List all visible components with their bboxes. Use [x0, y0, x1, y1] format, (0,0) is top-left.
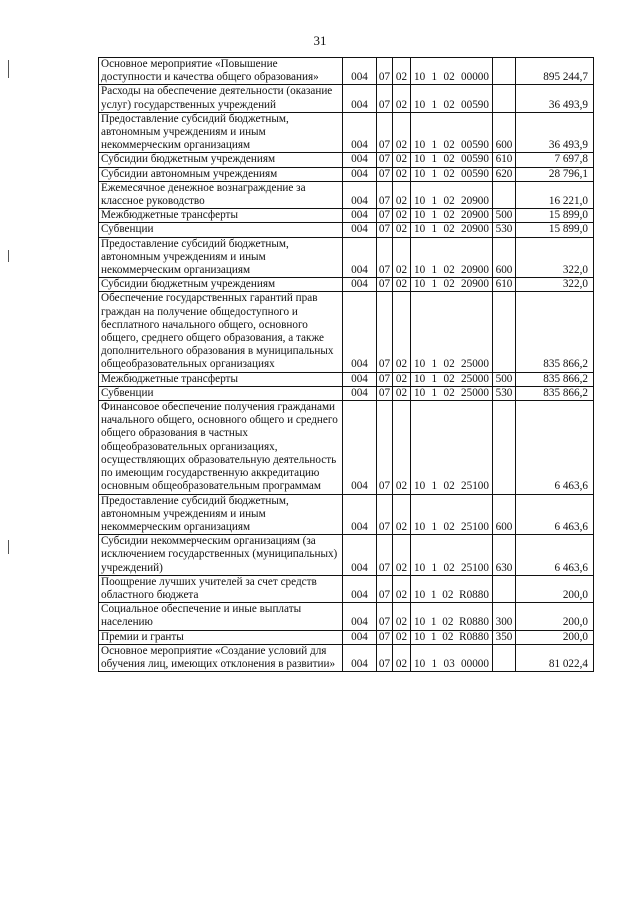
subsection-code-cell: 02	[393, 112, 411, 153]
target-article-part: 10	[414, 588, 426, 601]
subsection-code-cell: 02	[393, 603, 411, 630]
expense-type-cell	[493, 181, 516, 208]
table-row	[99, 237, 594, 278]
subsection-code-cell: 02	[393, 494, 411, 535]
target-article-cell	[411, 292, 493, 372]
section-code-cell: 07	[377, 85, 393, 112]
target-article-part: 1	[431, 264, 438, 277]
scan-edge-mark	[8, 250, 9, 262]
section-code-cell: 07	[377, 535, 393, 576]
target-article-cell	[411, 386, 493, 400]
target-article-part: 02	[443, 153, 455, 166]
table-row	[99, 575, 594, 602]
target-article-part: 02	[443, 358, 455, 371]
grbs-code-cell: 004	[343, 167, 377, 181]
target-article-part: R0880	[459, 616, 489, 629]
expense-name-cell: Субсидии бюджетным учреждениям	[99, 278, 343, 292]
grbs-code-cell: 004	[343, 153, 377, 167]
subsection-code-cell: 02	[393, 223, 411, 237]
target-article-part: 1	[431, 71, 438, 84]
table-row	[99, 85, 594, 112]
target-article-part: 02	[443, 195, 455, 208]
subsection-code-cell: 02	[393, 209, 411, 223]
expense-name-cell: Субсидии бюджетным учреждениям	[99, 153, 343, 167]
amount-cell: 200,0	[516, 630, 594, 644]
expense-type-cell: 600	[493, 237, 516, 278]
target-article-part: 10	[414, 480, 426, 493]
section-code-cell: 07	[377, 58, 393, 85]
table-row	[99, 630, 594, 644]
subsection-code-cell: 02	[393, 386, 411, 400]
section-code-cell: 07	[377, 153, 393, 167]
target-article-part: 1	[431, 209, 438, 222]
expense-type-cell: 350	[493, 630, 516, 644]
target-article-cell	[411, 603, 493, 630]
target-article-part: 1	[431, 372, 438, 385]
amount-cell: 200,0	[516, 575, 594, 602]
section-code-cell: 07	[377, 167, 393, 181]
amount-cell: 200,0	[516, 603, 594, 630]
target-article-cell	[411, 112, 493, 153]
subsection-code-cell: 02	[393, 181, 411, 208]
target-article-part: 02	[443, 520, 455, 533]
target-article-part: 00590	[461, 153, 489, 166]
target-article-part: 1	[430, 588, 437, 601]
amount-cell: 835 866,2	[516, 292, 594, 372]
target-article-cell	[411, 85, 493, 112]
target-article-part: 10	[414, 630, 426, 643]
expense-name-cell: Межбюджетные трансферты	[99, 372, 343, 386]
target-article-cell	[411, 278, 493, 292]
target-article-cell	[411, 372, 493, 386]
expense-type-cell	[493, 85, 516, 112]
expense-type-cell	[493, 575, 516, 602]
section-code-cell: 07	[377, 603, 393, 630]
subsection-code-cell: 02	[393, 644, 411, 671]
grbs-code-cell: 004	[343, 112, 377, 153]
target-article-cell	[411, 494, 493, 535]
target-article-part: 1	[431, 195, 438, 208]
grbs-code-cell: 004	[343, 278, 377, 292]
subsection-code-cell: 02	[393, 372, 411, 386]
expense-name-cell: Субвенции	[99, 223, 343, 237]
target-article-part: 10	[414, 278, 426, 291]
target-article-part: 10	[414, 358, 426, 371]
grbs-code-cell: 004	[343, 237, 377, 278]
table-row	[99, 181, 594, 208]
grbs-code-cell: 004	[343, 575, 377, 602]
expense-name-cell: Финансовое обеспечение получения гражданами начального общего, основного общего и среднего общего образования в частных общеобразовательных организациях, осуществляющих образовательную деятельность по имеющим государственную аккредитацию основным общеобразовательным программам	[99, 401, 343, 494]
target-article-cell	[411, 575, 493, 602]
table-row	[99, 167, 594, 181]
target-article-part: 1	[431, 358, 438, 371]
expense-type-cell: 500	[493, 372, 516, 386]
amount-cell: 15 899,0	[516, 223, 594, 237]
expense-name-cell: Основное мероприятие «Создание условий для обучения лиц, имеющих отклонения в развитии»	[99, 644, 343, 671]
grbs-code-cell: 004	[343, 535, 377, 576]
target-article-part: 10	[414, 386, 426, 399]
target-article-part: 1	[431, 386, 438, 399]
target-article-part: 1	[430, 630, 437, 643]
section-code-cell: 07	[377, 494, 393, 535]
amount-cell: 835 866,2	[516, 372, 594, 386]
table-row	[99, 209, 594, 223]
target-article-part: 20900	[461, 223, 489, 236]
amount-cell: 322,0	[516, 237, 594, 278]
section-code-cell: 07	[377, 386, 393, 400]
expense-type-cell	[493, 644, 516, 671]
amount-cell: 835 866,2	[516, 386, 594, 400]
target-article-part: 10	[414, 561, 426, 574]
amount-cell: 81 022,4	[516, 644, 594, 671]
section-code-cell: 07	[377, 372, 393, 386]
target-article-part: 10	[414, 209, 426, 222]
target-article-part: 25100	[461, 520, 489, 533]
target-article-part: 02	[443, 71, 455, 84]
amount-cell: 6 463,6	[516, 401, 594, 494]
subsection-code-cell: 02	[393, 58, 411, 85]
target-article-cell	[411, 209, 493, 223]
table-row	[99, 58, 594, 85]
target-article-part: 00590	[461, 139, 489, 152]
grbs-code-cell: 004	[343, 603, 377, 630]
grbs-code-cell: 004	[343, 85, 377, 112]
expense-type-cell: 600	[493, 494, 516, 535]
subsection-code-cell: 02	[393, 535, 411, 576]
target-article-part: 25000	[461, 358, 489, 371]
target-article-part: 10	[414, 616, 426, 629]
target-article-part: 1	[431, 223, 438, 236]
target-article-part: 1	[431, 480, 438, 493]
grbs-code-cell: 004	[343, 644, 377, 671]
section-code-cell: 07	[377, 209, 393, 223]
target-article-part: 02	[443, 223, 455, 236]
target-article-part: 10	[414, 98, 426, 111]
amount-cell: 16 221,0	[516, 181, 594, 208]
expense-name-cell: Расходы на обеспечение деятельности (оказание услуг) государственных учреждений	[99, 85, 343, 112]
grbs-code-cell: 004	[343, 372, 377, 386]
amount-cell: 15 899,0	[516, 209, 594, 223]
target-article-part: 02	[442, 630, 454, 643]
target-article-part: 20900	[461, 209, 489, 222]
target-article-part: 02	[443, 561, 455, 574]
table-row	[99, 644, 594, 671]
table-row	[99, 386, 594, 400]
target-article-cell	[411, 401, 493, 494]
section-code-cell: 07	[377, 223, 393, 237]
section-code-cell: 07	[377, 644, 393, 671]
target-article-part: 1	[431, 657, 438, 670]
subsection-code-cell: 02	[393, 630, 411, 644]
target-article-cell	[411, 167, 493, 181]
target-article-part: 02	[443, 372, 455, 385]
section-code-cell: 07	[377, 292, 393, 372]
expense-name-cell: Предоставление субсидий бюджетным, автономным учреждениям и иным некоммерческим организациям	[99, 237, 343, 278]
expense-name-cell: Субсидии автономным учреждениям	[99, 167, 343, 181]
expense-name-cell: Предоставление субсидий бюджетным, автономным учреждениям и иным некоммерческим организациям	[99, 112, 343, 153]
amount-cell: 6 463,6	[516, 494, 594, 535]
amount-cell: 322,0	[516, 278, 594, 292]
expense-name-cell: Предоставление субсидий бюджетным, автономным учреждениям и иным некоммерческим организациям	[99, 494, 343, 535]
target-article-cell	[411, 237, 493, 278]
grbs-code-cell: 004	[343, 181, 377, 208]
section-code-cell: 07	[377, 278, 393, 292]
target-article-part: 03	[443, 657, 455, 670]
target-article-cell	[411, 644, 493, 671]
target-article-part: 25100	[461, 561, 489, 574]
expense-type-cell: 610	[493, 278, 516, 292]
table-row	[99, 535, 594, 576]
target-article-part: 00590	[461, 98, 489, 111]
target-article-part: 00000	[461, 71, 489, 84]
target-article-part: R0880	[459, 588, 489, 601]
target-article-part: 20900	[461, 195, 489, 208]
target-article-part: 25000	[461, 372, 489, 385]
table-row	[99, 292, 594, 372]
table-row	[99, 372, 594, 386]
subsection-code-cell: 02	[393, 292, 411, 372]
target-article-part: 1	[431, 167, 438, 180]
target-article-part: 10	[414, 264, 426, 277]
expense-type-cell	[493, 58, 516, 85]
section-code-cell: 07	[377, 112, 393, 153]
table-row	[99, 278, 594, 292]
target-article-part: 10	[414, 372, 426, 385]
subsection-code-cell: 02	[393, 167, 411, 181]
target-article-part: 02	[443, 167, 455, 180]
table-row	[99, 603, 594, 630]
section-code-cell: 07	[377, 181, 393, 208]
amount-cell: 36 493,9	[516, 85, 594, 112]
section-code-cell: 07	[377, 401, 393, 494]
expense-type-cell: 620	[493, 167, 516, 181]
expense-name-cell: Основное мероприятие «Повышение доступности и качества общего образования»	[99, 58, 343, 85]
expense-name-cell: Обеспечение государственных гарантий прав граждан на получение общедоступного и бесплатного начального общего, основного общего, среднего общего образования, а также дополнительного образования в муниципальных общеобразовательных организациях	[99, 292, 343, 372]
target-article-part: 10	[414, 139, 426, 152]
expense-type-cell	[493, 292, 516, 372]
amount-cell: 36 493,9	[516, 112, 594, 153]
expense-type-cell: 600	[493, 112, 516, 153]
grbs-code-cell: 004	[343, 58, 377, 85]
scan-edge-mark	[8, 540, 9, 554]
target-article-part: 10	[414, 153, 426, 166]
section-code-cell: 07	[377, 575, 393, 602]
target-article-cell	[411, 223, 493, 237]
target-article-part: 02	[443, 209, 455, 222]
grbs-code-cell: 004	[343, 209, 377, 223]
grbs-code-cell: 004	[343, 494, 377, 535]
grbs-code-cell: 004	[343, 401, 377, 494]
expense-type-cell: 500	[493, 209, 516, 223]
expense-type-cell: 530	[493, 386, 516, 400]
budget-table	[98, 57, 594, 672]
grbs-code-cell: 004	[343, 630, 377, 644]
expense-name-cell: Социальное обеспечение и иные выплаты населению	[99, 603, 343, 630]
expense-type-cell: 300	[493, 603, 516, 630]
target-article-part: 10	[414, 167, 426, 180]
subsection-code-cell: 02	[393, 237, 411, 278]
target-article-part: R0880	[459, 630, 489, 643]
table-row	[99, 494, 594, 535]
grbs-code-cell: 004	[343, 386, 377, 400]
target-article-part: 10	[414, 520, 426, 533]
expense-name-cell: Премии и гранты	[99, 630, 343, 644]
target-article-part: 25000	[461, 386, 489, 399]
scan-edge-mark	[8, 60, 9, 78]
subsection-code-cell: 02	[393, 153, 411, 167]
section-code-cell: 07	[377, 630, 393, 644]
expense-name-cell: Субсидии некоммерческим организациям (за исключением государственных (муниципальных) учреждений)	[99, 535, 343, 576]
grbs-code-cell: 004	[343, 292, 377, 372]
target-article-part: 10	[414, 195, 426, 208]
target-article-part: 02	[443, 139, 455, 152]
grbs-code-cell: 004	[343, 223, 377, 237]
page-number: 31	[313, 33, 327, 48]
target-article-part: 1	[431, 153, 438, 166]
target-article-cell	[411, 58, 493, 85]
table-row	[99, 112, 594, 153]
subsection-code-cell: 02	[393, 278, 411, 292]
target-article-cell	[411, 535, 493, 576]
amount-cell: 6 463,6	[516, 535, 594, 576]
table-row	[99, 153, 594, 167]
expense-type-cell: 610	[493, 153, 516, 167]
amount-cell: 895 244,7	[516, 58, 594, 85]
target-article-part: 02	[443, 480, 455, 493]
target-article-cell	[411, 630, 493, 644]
table-row	[99, 223, 594, 237]
target-article-part: 02	[443, 264, 455, 277]
target-article-part: 1	[431, 139, 438, 152]
target-article-part: 02	[443, 386, 455, 399]
target-article-part: 10	[414, 657, 426, 670]
table-row	[99, 401, 594, 494]
target-article-part: 00590	[461, 167, 489, 180]
target-article-part: 00000	[461, 657, 489, 670]
target-article-part: 20900	[461, 264, 489, 277]
target-article-part: 20900	[461, 278, 489, 291]
target-article-part: 10	[414, 223, 426, 236]
expense-name-cell: Субвенции	[99, 386, 343, 400]
section-code-cell: 07	[377, 237, 393, 278]
target-article-part: 25100	[461, 480, 489, 493]
expense-name-cell: Ежемесячное денежное вознаграждение за классное руководство	[99, 181, 343, 208]
target-article-part: 1	[431, 98, 438, 111]
target-article-cell	[411, 153, 493, 167]
target-article-part: 1	[431, 278, 438, 291]
target-article-part: 10	[414, 71, 426, 84]
expense-type-cell	[493, 401, 516, 494]
target-article-part: 02	[443, 98, 455, 111]
expense-name-cell: Поощрение лучших учителей за счет средств областного бюджета	[99, 575, 343, 602]
amount-cell: 7 697,8	[516, 153, 594, 167]
target-article-part: 02	[442, 588, 454, 601]
expense-type-cell: 630	[493, 535, 516, 576]
target-article-part: 1	[431, 561, 438, 574]
expense-type-cell: 530	[493, 223, 516, 237]
expense-name-cell: Межбюджетные трансферты	[99, 209, 343, 223]
target-article-part: 1	[430, 616, 437, 629]
target-article-part: 02	[443, 278, 455, 291]
target-article-part: 1	[431, 520, 438, 533]
subsection-code-cell: 02	[393, 401, 411, 494]
amount-cell: 28 796,1	[516, 167, 594, 181]
subsection-code-cell: 02	[393, 85, 411, 112]
target-article-cell	[411, 181, 493, 208]
subsection-code-cell: 02	[393, 575, 411, 602]
target-article-part: 02	[442, 616, 454, 629]
